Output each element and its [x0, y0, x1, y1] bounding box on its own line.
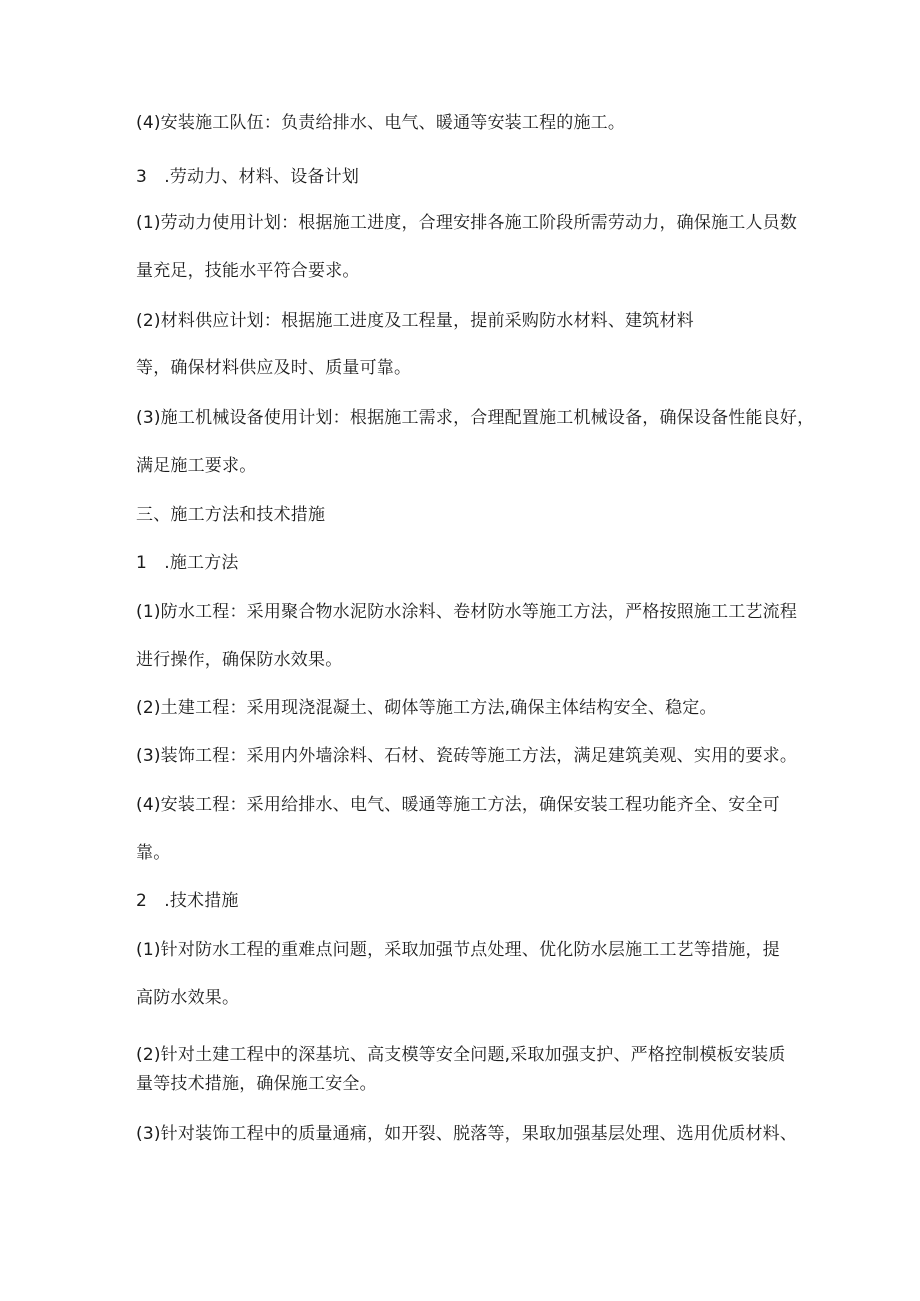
text-line: (1)针对防水工程的重难点问题，采取加强节点处理、优化防水层施工工艺等措施，提 [136, 940, 780, 960]
text-line: (3)针对装饰工程中的质量通痛，如开裂、脱落等，果取加强基层处理、选用优质材料、 [136, 1124, 798, 1144]
text-line: (4)安装工程：采用给排水、电气、暖通等施工方法，确保安装工程功能齐全、安全可 [136, 795, 780, 815]
text-line: (2)针对土建工程中的深基坑、高支模等安全问题,采取加强支护、严格控制模板安装质 [136, 1045, 786, 1065]
text-line: 高防水效果。 [136, 988, 240, 1008]
text-line: 靠。 [136, 843, 171, 863]
text-line: 等，确保材料供应及时、质量可靠。 [136, 358, 412, 378]
text-line: 量充足，技能水平符合要求。 [136, 261, 360, 281]
text-line: (3)施工机械设备使用计划：根据施工需求，合理配置施工机械设备，确保设备性能良好， [136, 408, 815, 428]
text-line: (3)装饰工程：采用内外墙涂料、石材、瓷砖等施工方法，满足建筑美观、实用的要求。 [136, 746, 798, 766]
text-line: (1)防水工程：采用聚合物水泥防水涂料、卷材防水等施工方法，严格按照施工工艺流程 [136, 602, 798, 622]
text-line: (4)安装施工队伍：负责给排水、电气、暖通等安装工程的施工。 [136, 113, 626, 133]
text-line: 满足施工要求。 [136, 456, 257, 476]
text-line: 量等技术措施，确保施工安全。 [136, 1074, 377, 1094]
text-line: 进行操作，确保防水效果。 [136, 650, 343, 670]
text-line: (2)土建工程：采用现浇混凝土、砌体等施工方法,确保主体结构安全、稳定。 [136, 698, 717, 718]
text-line: (2)材料供应计划：根据施工进度及工程量，提前采购防水材料、建筑材料 [136, 311, 694, 331]
section-heading: 3 .劳动力、材料、设备计划 [136, 167, 360, 187]
chapter-heading: 三、施工方法和技术措施 [136, 505, 326, 525]
section-heading: 2 .技术措施 [136, 891, 239, 911]
section-heading: 1 .施工方法 [136, 553, 239, 573]
text-line: (1)劳动力使用计划：根据施工进度，合理安排各施工阶段所需劳动力，确保施工人员数 [136, 213, 798, 233]
